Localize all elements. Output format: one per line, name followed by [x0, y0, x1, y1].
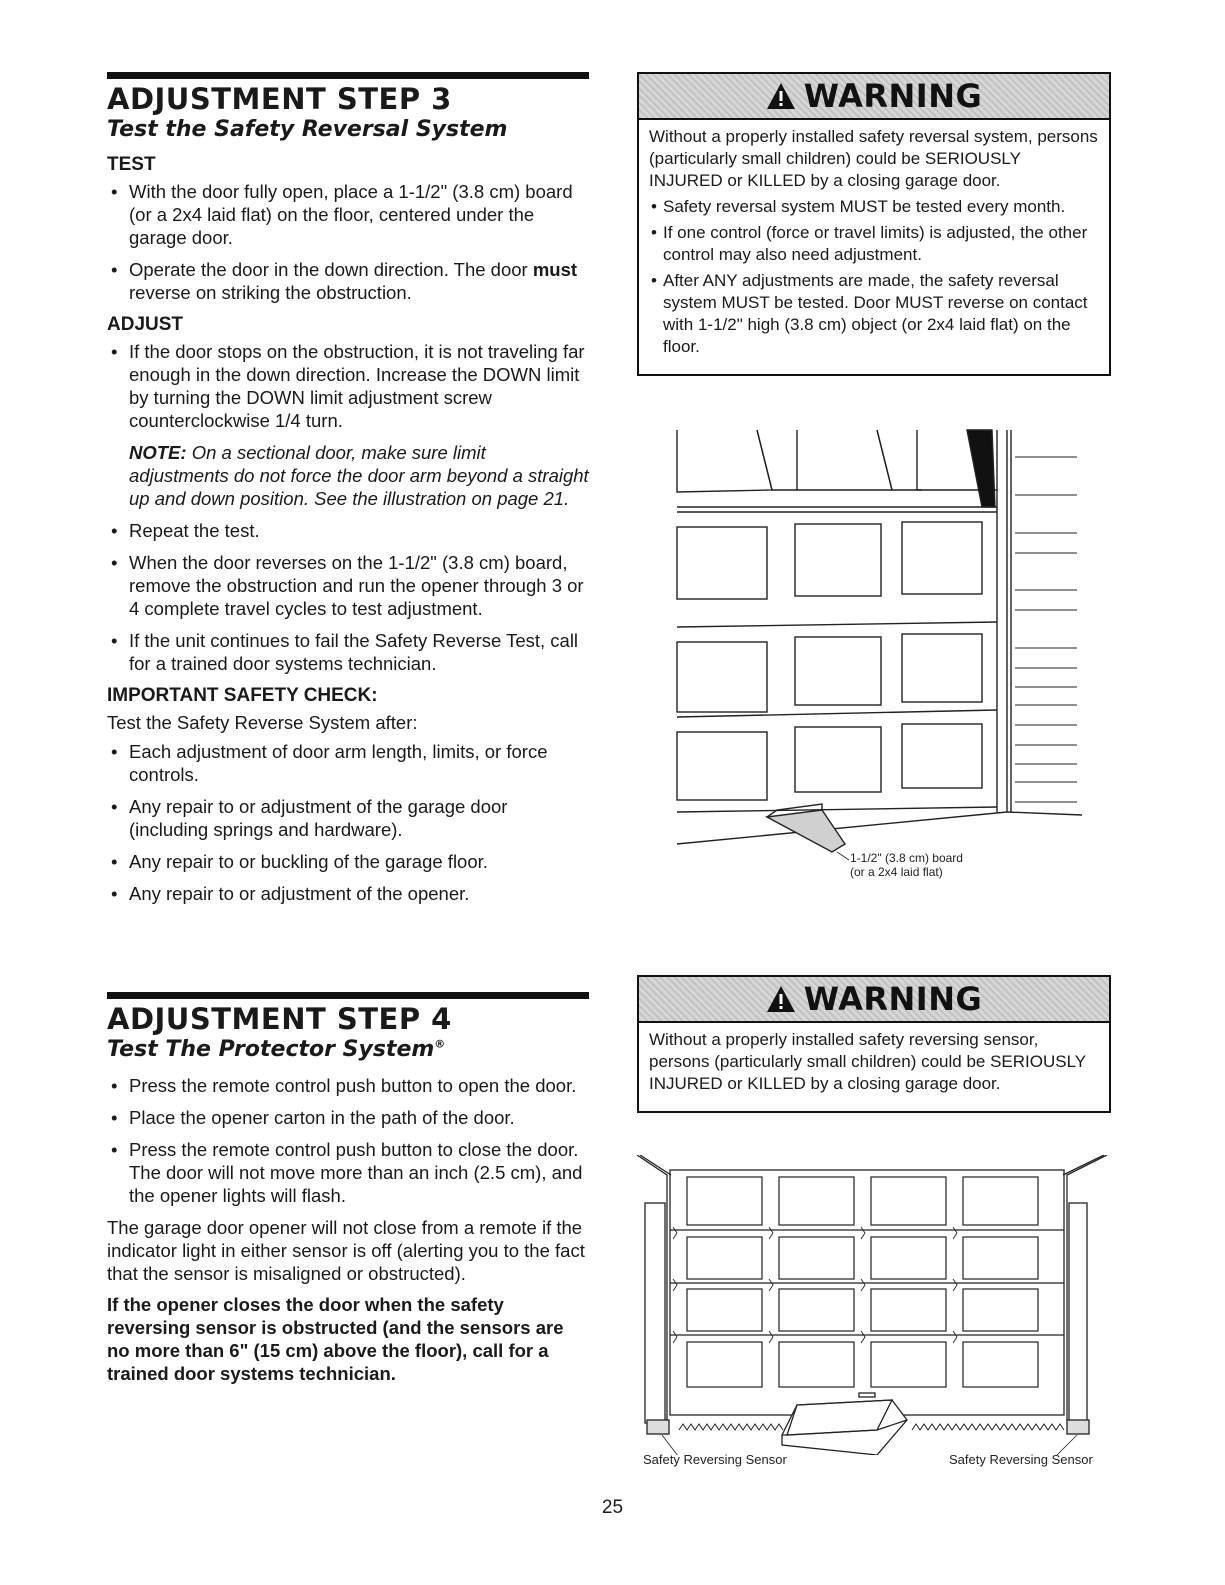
note-label: NOTE:	[129, 442, 187, 464]
warning-title-2: WARNING	[803, 980, 983, 1018]
list-item: • If the door stops on the obstruction, it is not traveling far enough in the down direction. Increase the DOWN limit by turning the DOWN limit adjustment screw counterclockwise 1/4 turn.	[107, 340, 589, 432]
list-item: • Repeat the test.	[107, 519, 589, 542]
board-caption	[850, 851, 963, 879]
warning-body-1	[639, 120, 1109, 374]
board-caption-line2: (or a 2x4 laid flat)	[850, 865, 943, 879]
list-item: • Press the remote control push button to close the door. The door will not move more than an inch (2.5 cm), and the opener lights will flash.	[107, 1138, 589, 1207]
list-item: • When the door reverses on the 1-1/2" (3.8 cm) board, remove the obstruction and run the opener through 3 or 4 complete travel cycles to test adjustment.	[107, 551, 589, 620]
board-caption-line1: 1-1/2" (3.8 cm) board	[850, 851, 963, 865]
right-column	[637, 72, 1115, 879]
test-heading: TEST	[107, 154, 156, 176]
sensor-label-left: Safety Reversing Sensor	[643, 1452, 787, 1467]
list-item: • With the door fully open, place a 1-1/2" (3.8 cm) board (or a 2x4 laid flat) on the floor, centered under the garage door.	[107, 180, 589, 249]
warning-triangle-icon	[766, 82, 796, 110]
garage-door-sensor-illustration	[637, 1155, 1107, 1455]
warning-box-2	[637, 975, 1111, 1113]
list-item	[107, 258, 589, 304]
list-item: • Any repair to or adjustment of the opener.	[107, 882, 589, 905]
step3-rule	[107, 72, 589, 79]
list-item: • Safety reversal system MUST be tested every month.	[649, 196, 1099, 218]
note-text: NOTE: On a sectional door, make sure limit adjustments do not force the door arm beyond a straight up and down position. See the illustration on page 21.	[129, 442, 589, 510]
adjust-heading: ADJUST	[107, 314, 184, 336]
list-item: • Any repair to or buckling of the garage floor.	[107, 850, 589, 873]
warning-banner-2	[639, 977, 1109, 1023]
step3-subtitle: Test the Safety Reversal System	[107, 117, 508, 143]
step3-title: ADJUSTMENT STEP 3	[107, 82, 452, 116]
warning-banner-1	[639, 74, 1109, 120]
warning-intro-2: Without a properly installed safety reversing sensor, persons (particularly small children) could be SERIOUSLY INJURED or KILLED by a closing garage door.	[649, 1030, 1086, 1093]
page-number: 25	[601, 1497, 624, 1518]
registered-mark: ®	[434, 1038, 446, 1052]
warning-triangle-icon	[766, 985, 796, 1013]
adjust-list-2	[107, 519, 589, 675]
list-item: • Any repair to or adjustment of the garage door (including springs and hardware).	[107, 795, 589, 841]
warning-body-2	[639, 1023, 1109, 1111]
left-column	[107, 72, 589, 914]
right-column-lower	[637, 975, 1115, 1467]
warning-list-1	[649, 196, 1099, 358]
step4-subtitle	[107, 1037, 589, 1062]
list-item: • If the unit continues to fail the Safety Reverse Test, call for a trained door systems technician.	[107, 629, 589, 675]
step4-list	[107, 1074, 589, 1207]
safety-check-heading: IMPORTANT SAFETY CHECK:	[107, 685, 378, 707]
test-list	[107, 180, 589, 304]
step4-title: ADJUSTMENT STEP 4	[107, 1002, 452, 1036]
step4-paragraph: The garage door opener will not close from a remote if the indicator light in either sensor is off (alerting you to the fact that the sensor is misaligned or obstructed).	[107, 1217, 585, 1285]
warning-intro-1: Without a properly installed safety reversal system, persons (particularly small children) could be SERIOUSLY INJURED or KILLED by a closing garage door.	[649, 127, 1098, 190]
step4-rule	[107, 992, 589, 999]
warning-title-1: WARNING	[803, 77, 983, 115]
garage-door-board-illustration	[637, 412, 1107, 882]
safety-check-intro: Test the Safety Reverse System after:	[107, 712, 418, 734]
list-item: • Each adjustment of door arm length, limits, or force controls.	[107, 740, 589, 786]
warning-box-1	[637, 72, 1111, 376]
emphasis-must: must	[532, 259, 578, 281]
list-item: • If one control (force or travel limits) is adjusted, the other control may also need adjustment.	[649, 222, 1099, 266]
list-item: • Press the remote control push button to open the door.	[107, 1074, 589, 1097]
list-item: • After ANY adjustments are made, the safety reversal system MUST be tested. Door MUST reverse on contact with 1-1/2" high (3.8 cm) object (or 2x4 laid flat) on the floor.	[649, 270, 1099, 358]
list-item-text: Operate the door in the down direction. The door must reverse on striking the obstruction.	[129, 259, 578, 304]
adjust-list	[107, 340, 589, 432]
safety-check-list	[107, 740, 589, 905]
list-item: • Place the opener carton in the path of the door.	[107, 1106, 589, 1129]
left-column-step4	[107, 992, 589, 1385]
step4-bold-paragraph: If the opener closes the door when the safety reversing sensor is obstructed (and the sensors are no more than 6" (15 cm) above the floor), call for a trained door systems technician.	[107, 1294, 564, 1385]
step4-subtitle-text: Test The Protector System	[107, 1037, 435, 1063]
sensor-label-right: Safety Reversing Sensor	[949, 1452, 1093, 1467]
